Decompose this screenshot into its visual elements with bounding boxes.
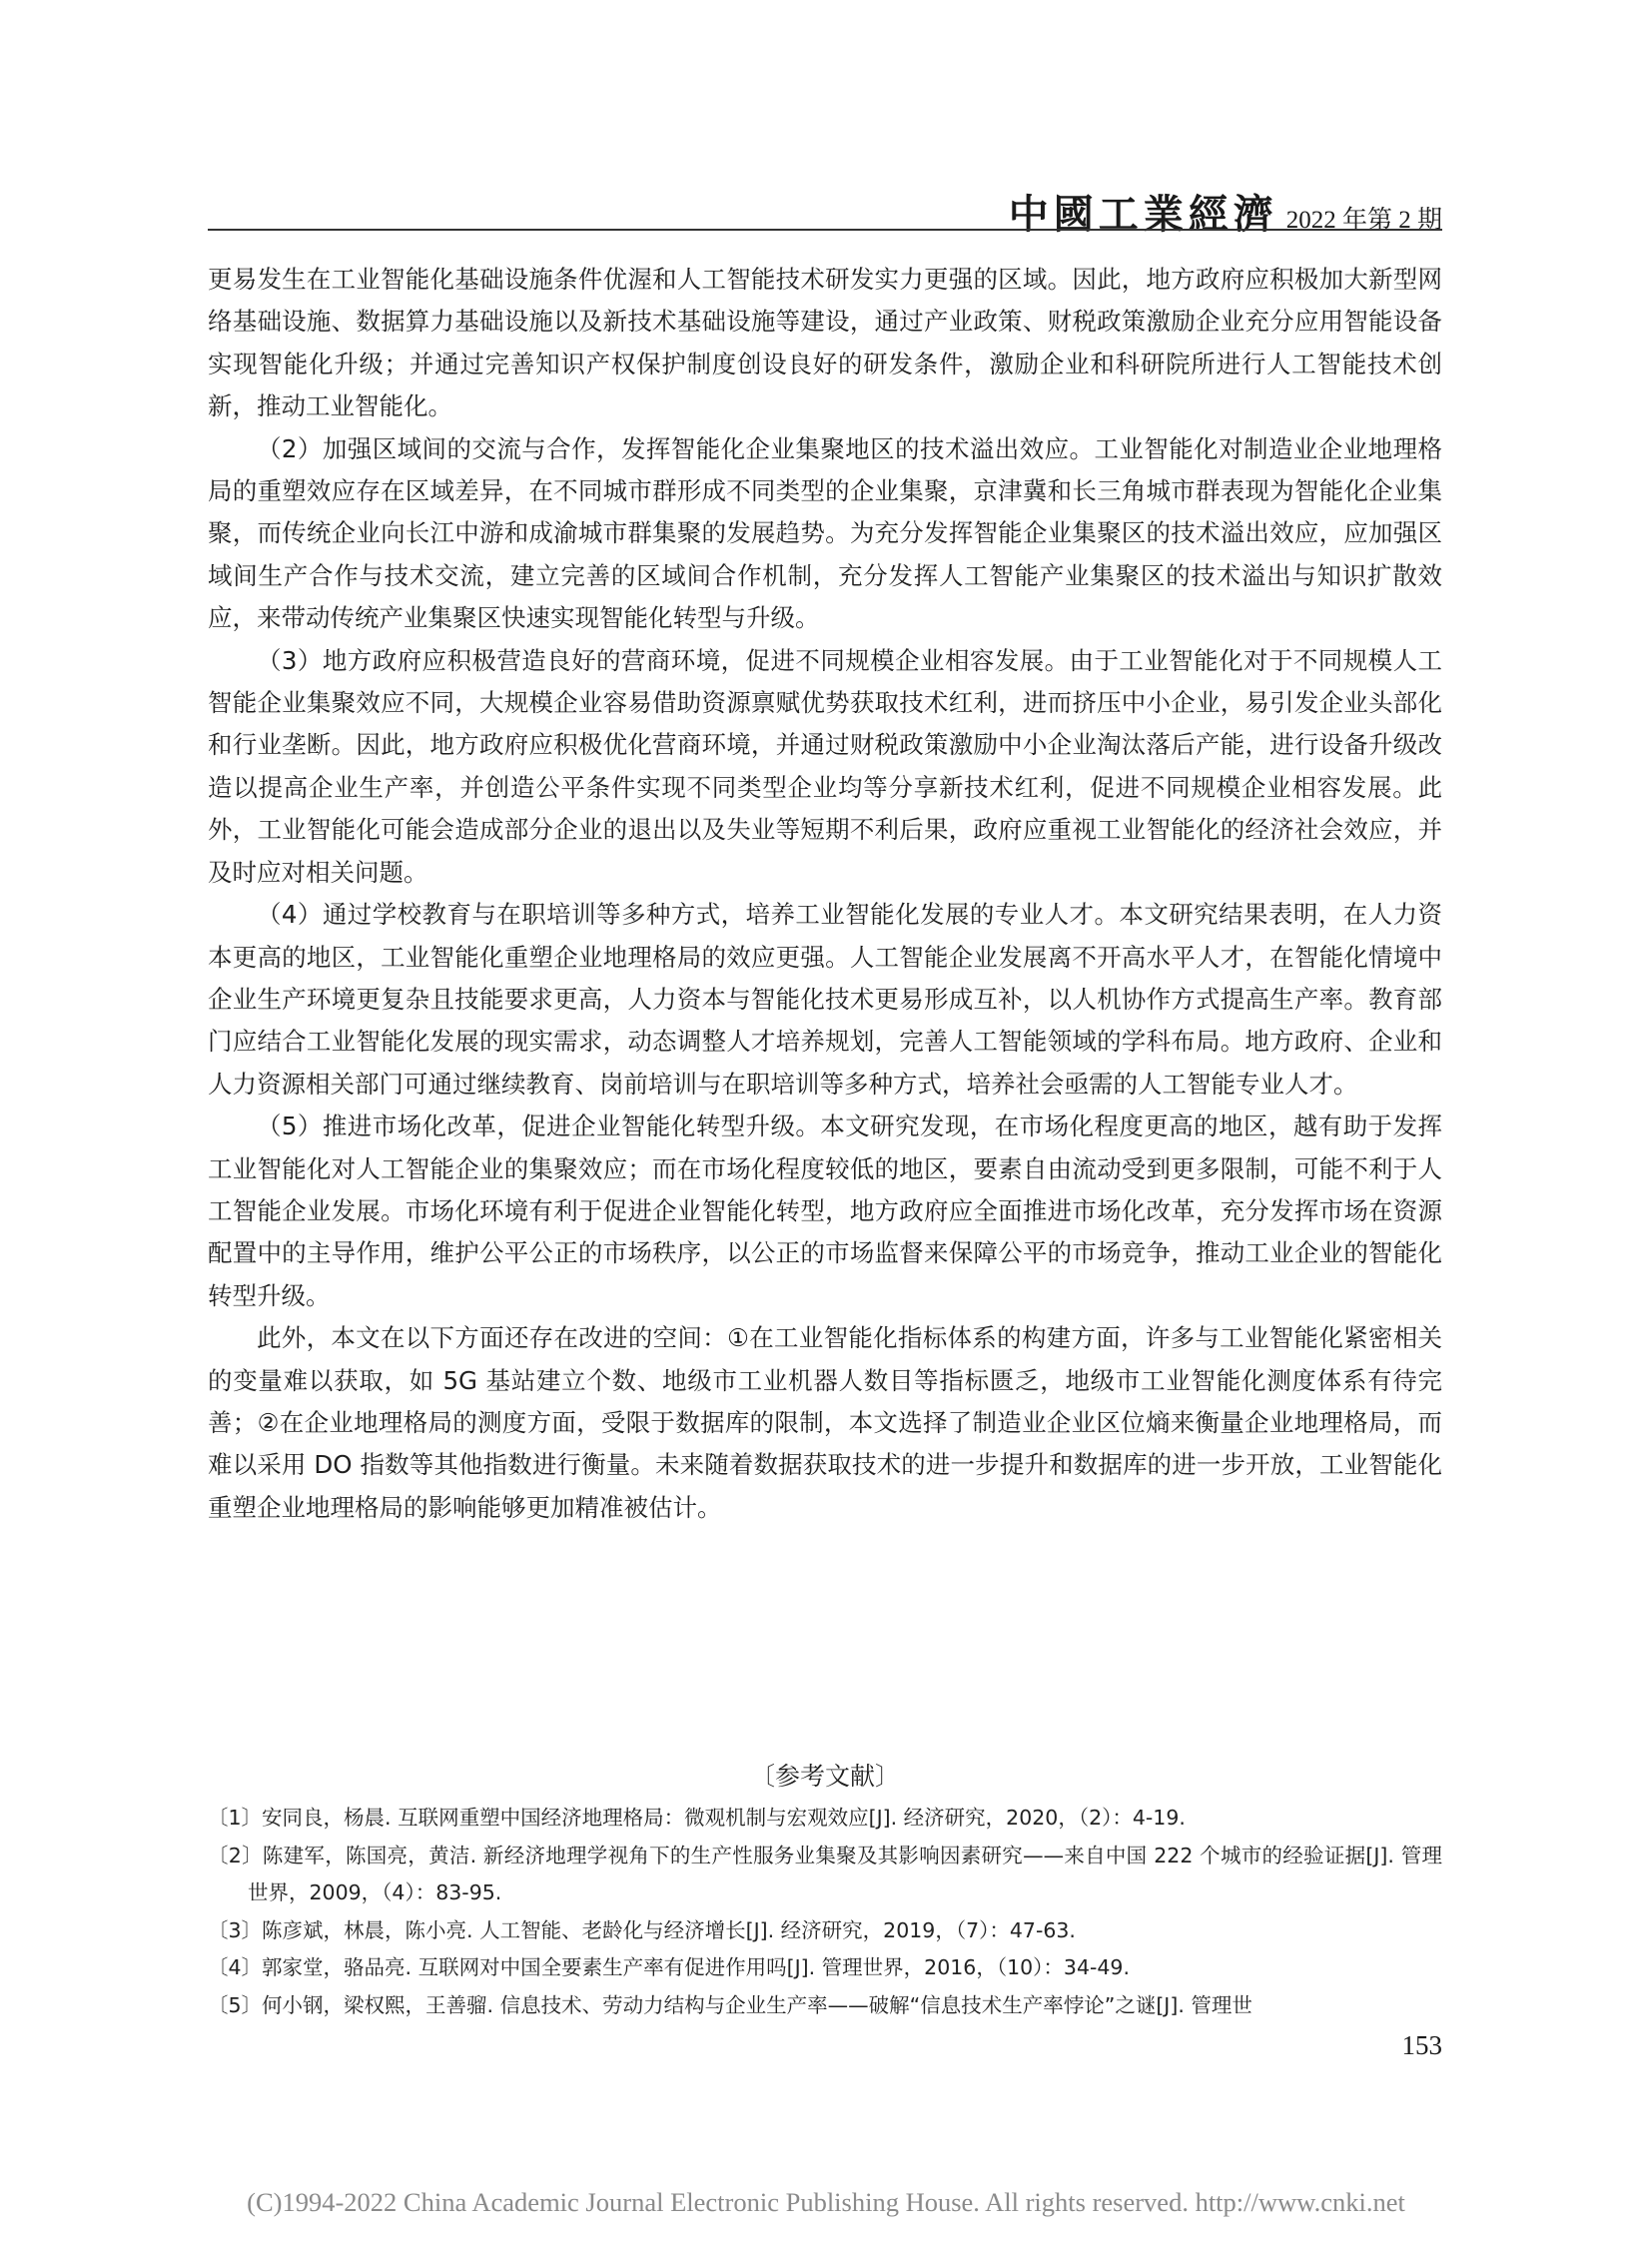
running-header (208, 183, 1442, 240)
body-text (208, 259, 1442, 1529)
reference-item: 〔1〕安同良，杨晨. 互联网重塑中国经济地理格局：微观机制与宏观效应[J]. 经济研究，2020，（2）：4-19. (208, 1806, 1186, 1830)
issue-info: 2022 年第 2 期 (1285, 207, 1442, 234)
reference-item: 〔2〕陈建军，陈国亮，黄洁. 新经济地理学视角下的生产性服务业集聚及其影响因素研究——来自中国 222 个城市的经验证据[J]. 管理世界，2009，（4）：83-95. (208, 1843, 1442, 1904)
body-paragraph: 此外，本文在以下方面还存在改进的空间：①在工业智能化指标体系的构建方面，许多与工业智能化紧密相关的变量难以获取，如 5G 基站建立个数、地级市工业机器人数目等指标匮乏，地级市工业智能化测度体系有待完善；②在企业地理格局的测度方面，受限于数据库的限制，本文选择了制造业企业区位熵来衡量企业地理格局，而难以采用 DO 指数等其他指数进行衡量。未来随着数据获取技术的进一步提升和数据库的进一步开放，工业智能化重塑企业地理格局的影响能够更加精准被估计。 (208, 1323, 1442, 1522)
header-rule (208, 229, 1442, 231)
references-heading: 〔参考文献〕 (749, 1762, 900, 1791)
body-paragraph: （3）地方政府应积极营造良好的营商环境，促进不同规模企业相容发展。由于工业智能化对于不同规模人工智能企业集聚效应不同，大规模企业容易借助资源禀赋优势获取技术红利，进而挤压中小企业，易引发企业头部化和行业垄断。因此，地方政府应积极优化营商环境，并通过财税政策激励中小企业淘汰落后产能，进行设备升级改造以提高企业生产率，并创造公平条件实现不同类型企业均等分享新技术红利，促进不同规模企业相容发展。此外，工业智能化可能会造成部分企业的退出以及失业等短期不利后果，政府应重视工业智能化的经济社会效应，并及时应对相关问题。 (208, 645, 1442, 887)
reference-item: 〔5〕何小钢，梁权熙，王善骝. 信息技术、劳动力结构与企业生产率——破解“信息技术生产率悖论”之谜[J]. 管理世 (208, 1992, 1252, 2017)
reference-item: 〔3〕陈彦斌，林晨，陈小亮. 人工智能、老龄化与经济增长[J]. 经济研究，2019，（7）：47-63. (208, 1917, 1076, 1942)
reference-item: 〔4〕郭家堂，骆品亮. 互联网对中国全要素生产率有促进作用吗[J]. 管理世界，2016，（10）：34-49. (208, 1955, 1130, 1979)
reference-list (208, 1800, 1442, 2024)
footer-copyright: (C)1994-2022 China Academic Journal Electronic Publishing House. All rights reserved. http://www.cnki.net (247, 2187, 1405, 2217)
journal-name: 中國工業經濟 (1008, 191, 1278, 238)
page-number: 153 (1401, 2030, 1442, 2060)
body-paragraph: （2）加强区域间的交流与合作，发挥智能化企业集聚地区的技术溢出效应。工业智能化对制造业企业地理格局的重塑效应存在区域差异，在不同城市群形成不同类型的企业集聚，京津冀和长三角城市群表现为智能化企业集聚，而传统企业向长江中游和成渝城市群集聚的发展趋势。为充分发挥智能企业集聚区的技术溢出效应，应加强区域间生产合作与技术交流，建立完善的区域间合作机制，充分发挥人工智能产业集聚区的技术溢出与知识扩散效应，来带动传统产业集聚区快速实现智能化转型与升级。 (208, 433, 1442, 633)
body-paragraph: （5）推进市场化改革，促进企业智能化转型升级。本文研究发现，在市场化程度更高的地区，越有助于发挥工业智能化对人工智能企业的集聚效应；而在市场化程度较低的地区，要素自由流动受到更多限制，可能不利于人工智能企业发展。市场化环境有利于促进企业智能化转型，地方政府应全面推进市场化改革，充分发挥市场在资源配置中的主导作用，维护公平公正的市场秩序，以公正的市场监督来保障公平的市场竞争，推动工业企业的智能化转型升级。 (208, 1112, 1442, 1310)
body-paragraph: （4）通过学校教育与在职培训等多种方式，培养工业智能化发展的专业人才。本文研究结果表明，在人力资本更高的地区，工业智能化重塑企业地理格局的效应更强。人工智能企业发展离不开高水平人才，在智能化情境中企业生产环境更复杂且技能要求更高，人力资本与智能化技术更易形成互补，以人机协作方式提高生产率。教育部门应结合工业智能化发展的现实需求，动态调整人才培养规划，完善人工智能领域的学科布局。地方政府、企业和人力资源相关部门可通过继续教育、岗前培训与在职培训等多种方式，培养社会亟需的人工智能专业人才。 (208, 900, 1442, 1099)
body-paragraph: 更易发生在工业智能化基础设施条件优渥和人工智能技术研发实力更强的区域。因此，地方政府应积极加大新型网络基础设施、数据算力基础设施以及新技术基础设施等建设，通过产业政策、财税政策激励企业充分应用智能设备实现智能化升级；并通过完善知识产权保护制度创设良好的研发条件，激励企业和科研院所进行人工智能技术创新，推动工业智能化。 (208, 265, 1442, 421)
